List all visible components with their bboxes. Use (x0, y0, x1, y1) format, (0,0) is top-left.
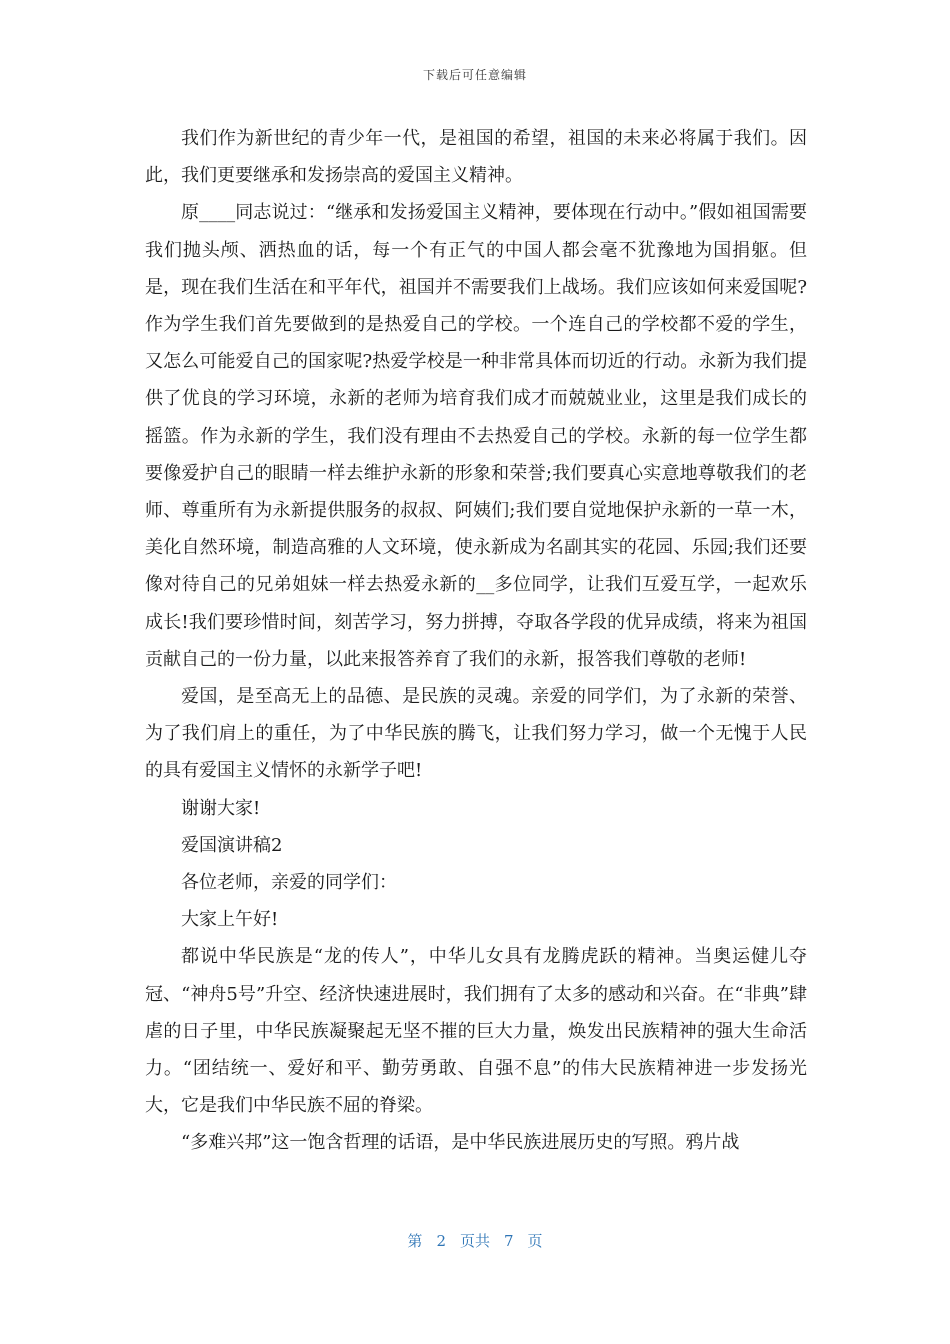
footer-total-pages: 7 (504, 1232, 514, 1250)
page-header: 下载后可任意编辑 (422, 68, 527, 82)
paragraph-thanks: 谢谢大家! (181, 797, 261, 819)
footer-di: 第 (407, 1232, 423, 1250)
page-footer (0, 1230, 950, 1251)
speech-title: 爱国演讲稿2 (181, 834, 283, 856)
paragraph-1: 我们作为新世纪的青少年一代，是祖国的希望，祖国的未来必将属于我们。因此，我们更要继承和发扬崇高的爱国主义精神。 (145, 128, 807, 187)
footer-ye: 页 (527, 1232, 543, 1250)
paragraph-4: 都说中华民族是“龙的传人”，中华儿女具有龙腾虎跃的精神。当奥运健儿夺冠、“神舟5号”升空、经济快速进展时，我们拥有了太多的感动和兴奋。在“非典”肆虐的日子里，中华民族凝聚起无坚不摧的巨大力量，焕发出民族精神的强大生命活力。“团结统一、爱好和平、勤劳勇敢、自强不息”的伟大民族精神进一步发扬光大，它是我们中华民族不屈的脊梁。 (145, 946, 807, 1117)
salutation: 各位老师，亲爱的同学们： (181, 872, 397, 894)
document-body (145, 120, 807, 1162)
paragraph-2: 原____同志说过：“继承和发扬爱国主义精神，要体现在行动中。”假如祖国需要我们抛头颅、洒热血的话，每一个有正气的中国人都会毫不犹豫地为国捐躯。但是，现在我们生活在和平年代，祖国并不需要我们上战场。我们应该如何来爱国呢?作为学生我们首先要做到的是热爱自己的学校。一个连自己的学校都不爱的学生，又怎么可能爱自己的国家呢?热爱学校是一种非常具体而切近的行动。永新为我们提供了优良的学习环境，永新的老师为培育我们成才而兢兢业业，这里是我们成长的摇篮。作为永新的学生，我们没有理由不去热爱自己的学校。永新的每一位学生都要像爱护自己的眼睛一样去维护永新的形象和荣誉;我们要真心实意地尊敬我们的老师、尊重所有为永新提供服务的叔叔、阿姨们;我们要自觉地保护永新的一草一木，美化自然环境，制造高雅的人文环境，使永新成为名副其实的花园、乐园;我们还要像对待自己的兄弟姐妹一样去热爱永新的__多位同学，让我们互爱互学，一起欢乐成长!我们要珍惜时间，刻苦学习，努力拼搏，夺取各学段的优异成绩，将来为祖国贡献自己的一份力量，以此来报答养育了我们的永新，报答我们尊敬的老师! (145, 202, 807, 670)
paragraph-5: “多难兴邦”这一饱含哲理的话语，是中华民族进展历史的写照。鸦片战 (181, 1132, 740, 1154)
paragraph-3: 爱国，是至高无上的品德、是民族的灵魂。亲爱的同学们，为了永新的荣誉、为了我们肩上的重任，为了中华民族的腾飞，让我们努力学习，做一个无愧于人民的具有爱国主义情怀的永新学子吧! (145, 686, 807, 782)
footer-ye-gong: 页共 (459, 1232, 490, 1250)
footer-page-number: 2 (436, 1232, 446, 1250)
greeting: 大家上午好! (181, 909, 279, 931)
